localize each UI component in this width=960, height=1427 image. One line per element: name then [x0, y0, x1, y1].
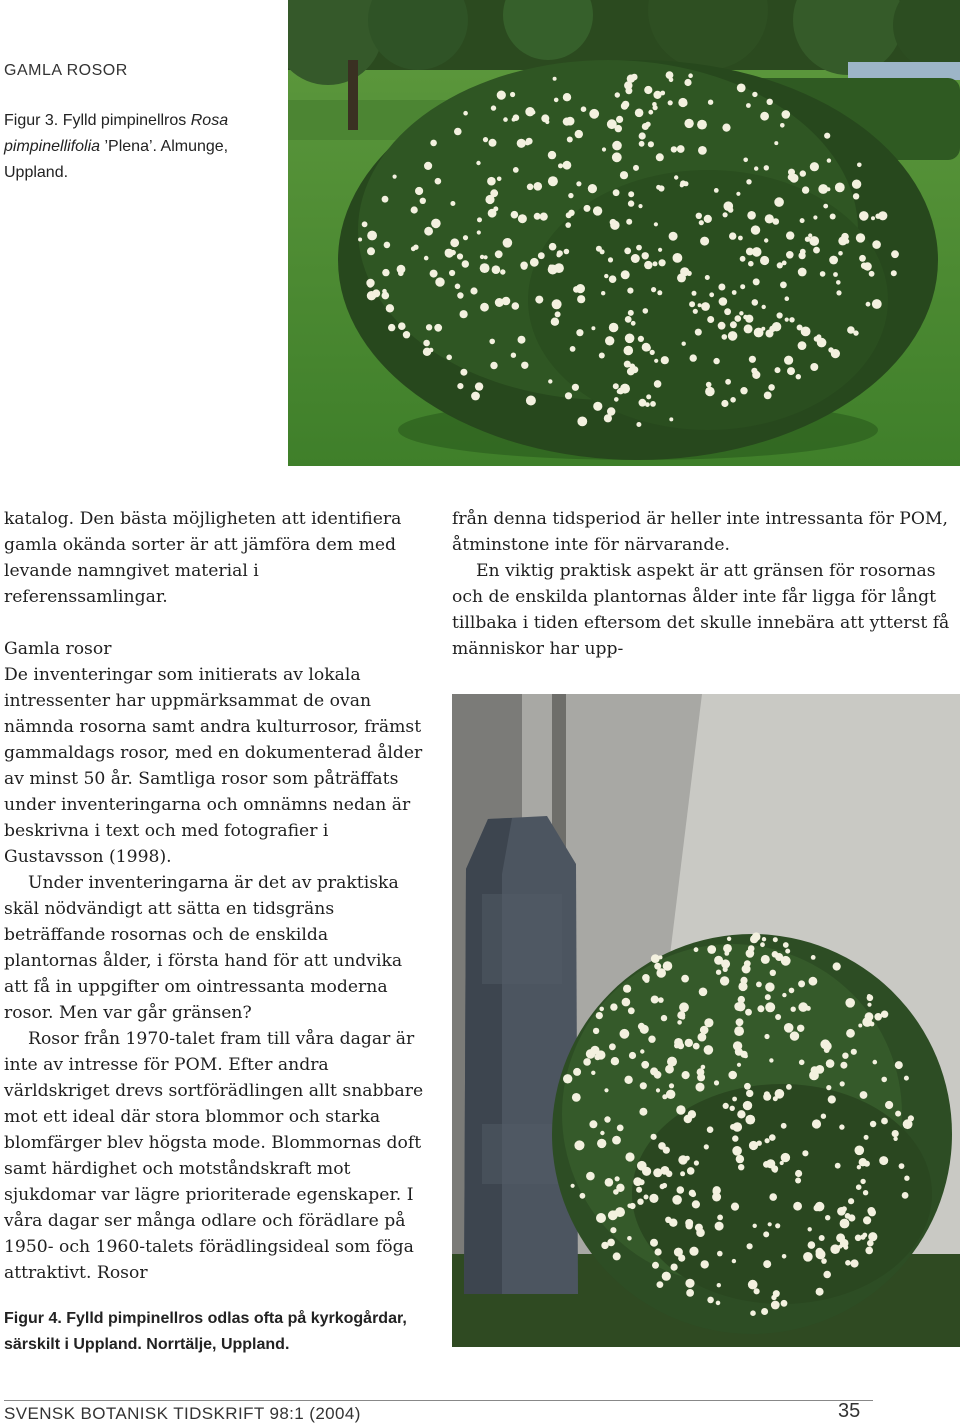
figure-3-photo [288, 0, 960, 466]
rose-shrub-lawn-image [288, 0, 960, 466]
figure-4-photo [452, 694, 960, 1347]
running-head: GAMLA ROSOR [4, 62, 128, 79]
figure-4-caption: Figur 4. Fylld pimpinellros odlas ofta på kyrkogårdar, särskilt i Uppland. Norrtälje, Uppland. [4, 1310, 407, 1353]
right-paragraph-1: från denna tidsperiod är heller inte intressanta för POM, åtminstone inte för närvarande. [452, 509, 948, 555]
left-text-column [4, 506, 424, 1286]
section-heading: Gamla rosor [4, 639, 112, 659]
left-paragraph-1: De inventeringar som initierats av lokala intressenter har uppmärksammat de ovan nämnda rosorna samt andra kulturrosor, främst gammaldags rosor, med en dokumenterad ålder av minst 50 år. Samtliga rosor som påträffats under inventeringarna och omnämns nedan är beskrivna i text och med fotografier i Gustavsson (1998). [4, 665, 423, 867]
footer-rule [4, 1400, 873, 1401]
page-number: 35 [838, 1400, 861, 1422]
gravestone-rose-image [452, 694, 960, 1347]
left-paragraph-3: Rosor från 1970-talet fram till våra dagar är inte av intresse för POM. Efter andra världskriget drevs sortförädlingen allt snabbare mot ett ideal där stora blommor och starka blomfärger blev högsta mode. Blommornas doft samt härdighet och motståndskraft mot sjukdomar var lägre prioriterade egenskaper. I våra dagar ser många odlare och förädlare på 1950- och 1960-talets förädlingsideal som föga attraktivt. Rosor [4, 1029, 424, 1283]
right-text-column [452, 506, 960, 662]
figure-3-caption-suffix: ’Plena’. Almunge, Uppland. [4, 138, 229, 181]
left-intro-paragraph: katalog. Den bästa möjligheten att identifiera gamla okända sorter är att jämföra dem med levande namngivet material i referenssamlingar. [4, 509, 402, 607]
figure-3-species-name: Rosa pimpinellifolia [4, 112, 229, 155]
figure-3-caption [4, 108, 274, 186]
footer-journal-title: SVENSK BOTANISK TIDSKRIFT 98:1 (2004) [4, 1404, 361, 1423]
right-paragraph-2: En viktig praktisk aspekt är att gränsen för rosornas och de enskilda plantornas ålder inte får ligga för långt tillbaka i tiden eftersom det skulle innebära att ytterst få människor har upp- [452, 561, 950, 659]
figure-3-caption-prefix: Figur 3. Fylld pimpinellros [4, 112, 191, 129]
left-paragraph-2: Under inventeringarna är det av praktiska skäl nödvändigt att sätta en tidsgräns beträffande rosornas och de enskilda plantornas ålder, i första hand för att undvika att få in uppgifter om ointressanta moderna rosor. Men var går gränsen? [4, 873, 403, 1023]
